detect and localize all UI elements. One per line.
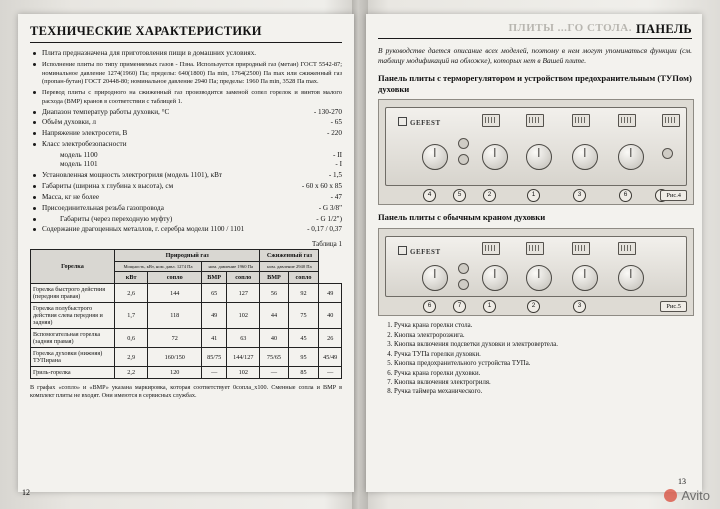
- col-soplo-3: сопло: [288, 272, 319, 284]
- col-soplo-1: сопло: [148, 272, 202, 284]
- cell: 118: [148, 303, 202, 329]
- intro-paragraph: В руководстве дается описание всех моделей, поэтому в нем могут упоминаться функции (см. таблицу модификаций на обложке), которых нет в Вашей плите.: [378, 46, 692, 65]
- spec-subitem: [30, 160, 342, 169]
- cell: —: [260, 367, 288, 379]
- burner-indicator-icon: [572, 242, 590, 255]
- cell: 26: [319, 329, 342, 348]
- control-panel-face: [385, 107, 687, 186]
- burner-knob[interactable]: [482, 265, 508, 291]
- table-row: [31, 303, 342, 329]
- cell: 144: [148, 284, 202, 303]
- burner-indicator-icon: [618, 114, 636, 127]
- spec-sub-value: - II: [333, 150, 342, 159]
- watermark-text: Avito: [681, 488, 710, 503]
- spec-value: - 47: [330, 192, 342, 201]
- cell: 1,7: [114, 303, 147, 329]
- list-item: [30, 193, 342, 202]
- ghost-text: ПЛИТЫ ...ГО СТОЛА.: [508, 22, 632, 34]
- legend-list: [378, 322, 692, 397]
- spec-text: Установленная мощность электрогриля (модель 1101), кВт: [42, 171, 223, 180]
- burner-knob[interactable]: [482, 144, 508, 170]
- cell: 85: [288, 367, 319, 379]
- spec-text: Класс электробезопасности: [42, 140, 127, 149]
- cell: 41: [202, 329, 227, 348]
- brand-logo: GEFEST: [398, 116, 441, 127]
- list-item: 5. Кнопка предохранительного устройства ТУПа.: [394, 360, 692, 369]
- subheader-pressure-2940: ном. давление 2940 Па: [260, 262, 319, 272]
- list-item: 7. Кнопка включения электрогриля.: [394, 379, 692, 388]
- cell: 56: [260, 284, 288, 303]
- row-label: Гриль-горелка: [31, 367, 115, 379]
- cell: 72: [148, 329, 202, 348]
- spec-text: Содержание драгоценных металлов, г. серебра модели 1100 / 1101: [42, 225, 245, 234]
- spec-text: Присоединительная резьба газопровода: [42, 203, 164, 212]
- spec-list-2: [30, 171, 342, 234]
- list-item: [30, 88, 342, 106]
- list-item: [30, 225, 342, 234]
- oven-tap-knob[interactable]: [422, 265, 448, 291]
- callout-marker: 6: [423, 300, 436, 313]
- spec-sub-label: модель 1101: [60, 159, 98, 168]
- table-caption: Таблица 1: [312, 240, 342, 249]
- cell: 40: [260, 329, 288, 348]
- cell: 127: [227, 284, 260, 303]
- cell: 0,6: [114, 329, 147, 348]
- cell: 95: [288, 348, 319, 367]
- grill-button[interactable]: [662, 148, 673, 159]
- ignition-button[interactable]: [458, 263, 469, 274]
- burner-knob[interactable]: [572, 265, 598, 291]
- cell: 85/75: [202, 348, 227, 367]
- right-page-title: ПАНЕЛЬ: [635, 22, 692, 36]
- subheader-pressure-1960: ном. давление 1960 Па: [202, 262, 260, 272]
- callout-marker: 2: [527, 300, 540, 313]
- callout-marker: 5: [453, 189, 466, 202]
- cell: 63: [227, 329, 260, 348]
- cell: 45/49: [319, 348, 342, 367]
- section-heading-1: Панель плиты с терморегулятором и устройством предохранительным (ТУПом) духовки: [378, 72, 692, 94]
- list-item: [30, 215, 342, 224]
- spec-text: Исполнение плиты по типу применяемых газов - Пзна. Используется природный газ (метан) ГОСТ 5542-87; номинальное давление 1274(1960) Па; пределы: 640(1800) Па min, 1764(2500) Па max или сжиженный газ (пропан-бутан) ГОСТ 20448-80; номинальное давление 2940 Па; пределы: 1960 Па min, 3528 Па max.: [42, 60, 342, 86]
- spec-value: - 65: [330, 118, 342, 127]
- table-row: [31, 284, 342, 303]
- spec-value: - 0,17 / 0,37: [307, 225, 342, 234]
- burner-indicator-icon: [482, 114, 500, 127]
- cell: 75/65: [260, 348, 288, 367]
- figure-panel-standard: [378, 228, 694, 316]
- spec-value: - 60 х 60 х 85: [301, 182, 342, 191]
- section-heading-2: Панель плиты с обычным краном духовки: [378, 212, 546, 223]
- cell: —: [319, 367, 342, 379]
- col-vmr-2: ВМР: [260, 272, 288, 284]
- subheader-power: Мощность, кВт, ном. давл. 1274 Па: [114, 262, 201, 272]
- list-item: [30, 49, 342, 58]
- brand-logo: GEFEST: [398, 245, 441, 256]
- cell: 120: [148, 367, 202, 379]
- cell: 75: [288, 303, 319, 329]
- ignition-button[interactable]: [458, 138, 469, 149]
- page-title: ТЕХНИЧЕСКИЕ ХАРАКТЕРИСТИКИ: [30, 24, 342, 43]
- table-note: В графах «сопло» и «ВМР» указана маркировка, которая соответствует 0сопла_х100. Сменные сопла и ВМР в комплект плиты не входят. Они имеются в сервисных службах.: [30, 384, 342, 399]
- burner-knob[interactable]: [572, 144, 598, 170]
- table-row: [31, 367, 342, 379]
- callout-marker: 6: [619, 189, 632, 202]
- list-item: 8. Ручка таймера механического.: [394, 388, 692, 397]
- spec-text: Масса, кг не более: [42, 192, 100, 201]
- col-soplo-2: сопло: [227, 272, 260, 284]
- spec-sub-value: - I: [335, 159, 342, 168]
- col-header-natural-gas: Природный газ: [114, 250, 259, 262]
- spec-text: Диапазон температур работы духовки, °C: [42, 107, 170, 116]
- row-label: Вспомогательная горелка (задняя правая): [31, 329, 115, 348]
- cell: 44: [260, 303, 288, 329]
- burner-indicator-icon: [618, 242, 636, 255]
- cell: 65: [202, 284, 227, 303]
- callout-marker: 1: [483, 300, 496, 313]
- burner-indicator-icon: [526, 242, 544, 255]
- col-vmr-1: ВМР: [202, 272, 227, 284]
- avito-logo-icon: [664, 489, 677, 502]
- spec-subitem: [30, 151, 342, 160]
- list-item: 4. Ручка ТУПа горелки духовки.: [394, 351, 692, 360]
- spec-value: - G 3/8": [318, 203, 342, 212]
- col-header-burner: Горелка: [31, 250, 115, 284]
- cell: 144/127: [227, 348, 260, 367]
- cell: 45: [288, 329, 319, 348]
- list-item: [30, 182, 342, 191]
- cell: 49: [319, 284, 342, 303]
- cell: 102: [227, 367, 260, 379]
- spec-value: - 220: [327, 129, 342, 138]
- right-page-number: 13: [678, 477, 686, 486]
- cell: 2,9: [114, 348, 147, 367]
- cell: 40: [319, 303, 342, 329]
- burner-knob[interactable]: [618, 144, 644, 170]
- list-item: [30, 204, 342, 213]
- callout-marker: 3: [573, 300, 586, 313]
- list-item: [30, 108, 342, 117]
- list-item: [30, 118, 342, 127]
- control-panel-face-2: [385, 236, 687, 297]
- callout-marker: 4: [423, 189, 436, 202]
- cell: 2,6: [114, 284, 147, 303]
- row-label: Горелка быстрого действия (передняя правая): [31, 284, 115, 303]
- callout-marker: 3: [573, 189, 586, 202]
- burner-knob[interactable]: [618, 265, 644, 291]
- oven-indicator-icon: [662, 114, 680, 127]
- spec-value: - 130-270: [313, 107, 342, 116]
- cell: 49: [202, 303, 227, 329]
- spec-text: Габариты (ширина х глубина х высота), см: [42, 182, 174, 191]
- col-header-lpg: Сжиженный газ: [260, 250, 319, 262]
- cell: 160/150: [148, 348, 202, 367]
- burner-indicator-icon: [482, 242, 500, 255]
- callout-marker: 7: [453, 300, 466, 313]
- figure-panel-tup: [378, 99, 694, 205]
- list-item: 6. Ручка крана горелки духовки.: [394, 370, 692, 379]
- cell: 2,2: [114, 367, 147, 379]
- spec-value: - G 1/2"): [316, 214, 342, 223]
- left-page-content: [30, 24, 342, 484]
- oven-light-button[interactable]: [458, 279, 469, 290]
- list-item: [30, 60, 342, 86]
- spec-text: Плита предназначена для приготовления пищи в домашних условиях.: [42, 49, 257, 57]
- callout-marker: 1: [527, 189, 540, 202]
- cell: —: [202, 367, 227, 379]
- cell: 92: [288, 284, 319, 303]
- table-row: [31, 348, 342, 367]
- row-label: Горелка духовки (нижняя) ТУПирана: [31, 348, 115, 367]
- list-item: 3. Кнопка включения подсветки духовки и электровертела.: [394, 341, 692, 350]
- title-rule: [378, 38, 692, 39]
- right-page-content: [378, 24, 692, 484]
- burner-indicator-icon: [526, 114, 544, 127]
- list-item: 1. Ручка крана горелки стола.: [394, 322, 692, 331]
- burner-knob[interactable]: [526, 144, 552, 170]
- cell: 102: [227, 303, 260, 329]
- spec-text: Напряжение электросети, В: [42, 129, 128, 138]
- list-item: [30, 171, 342, 180]
- watermark: [664, 488, 710, 503]
- gas-spec-table: [30, 249, 342, 379]
- figure-tag: Рис.4: [660, 190, 687, 201]
- list-item: [30, 129, 342, 138]
- spec-sub-label: модель 1100: [60, 150, 98, 159]
- row-label: Горелка полубыстрого действия слева передняя и задняя): [31, 303, 115, 329]
- list-item: 2. Кнопка электророзжига.: [394, 332, 692, 341]
- figure-tag: Рис.5: [660, 301, 687, 312]
- spec-text: Перевод плиты с природного на сжиженный газ производится заменой сопел горелок и винтов малого расхода (ВМР) кранов в соответствии с таблицей 1.: [42, 89, 342, 105]
- table-row: [31, 329, 342, 348]
- burner-knob[interactable]: [526, 265, 552, 291]
- spec-list: [30, 49, 342, 149]
- oven-thermostat-knob[interactable]: [422, 144, 448, 170]
- callout-marker: 2: [483, 189, 496, 202]
- col-kvt: кВт: [114, 272, 147, 284]
- left-page-number: 12: [22, 488, 30, 497]
- burner-indicator-icon: [572, 114, 590, 127]
- spec-value: - 1,5: [328, 171, 342, 180]
- list-item: [30, 140, 342, 149]
- spec-text: Объём духовки, л: [42, 118, 96, 127]
- table-header-row: [31, 250, 342, 262]
- oven-light-button[interactable]: [458, 154, 469, 165]
- spec-text: Габариты (через переходную муфту): [60, 214, 173, 223]
